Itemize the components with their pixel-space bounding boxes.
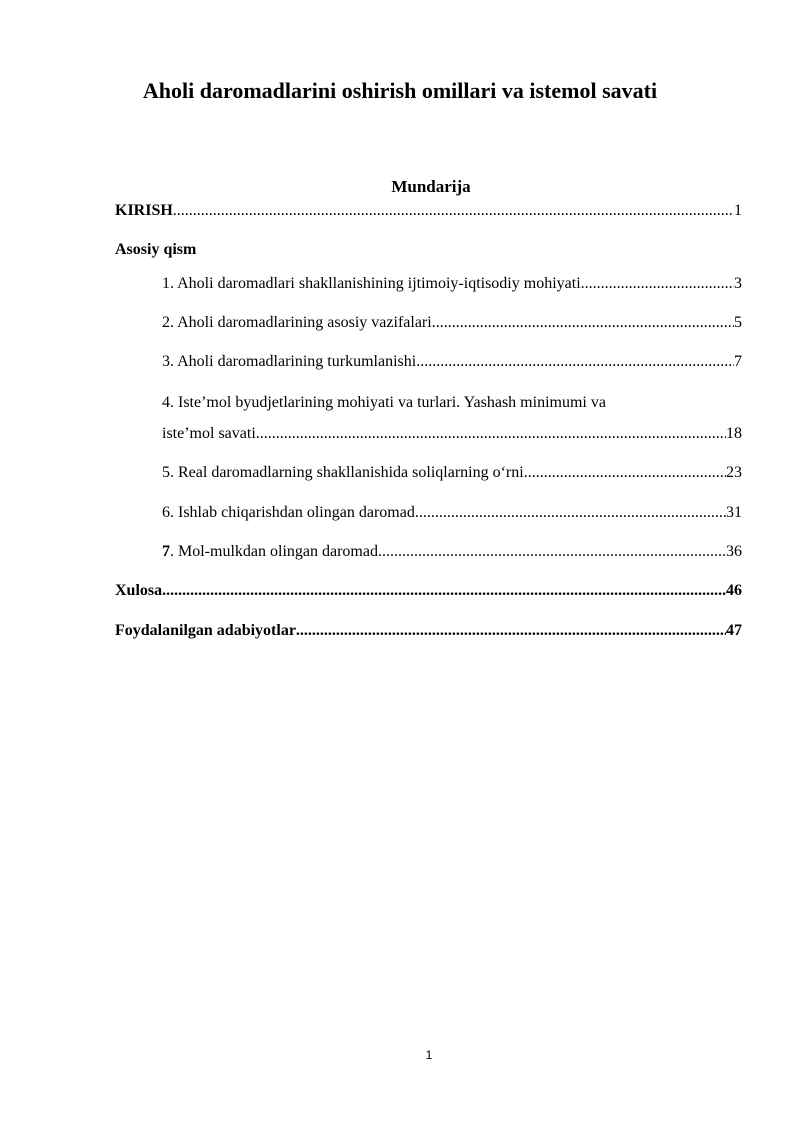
toc-leader-dots: [173, 201, 734, 221]
page-number: 1: [425, 1048, 433, 1062]
toc-entry-page: 31: [726, 504, 742, 521]
toc-leader-dots: [256, 424, 726, 444]
toc-entry-page: 7: [734, 353, 742, 370]
toc-entry-page: 18: [726, 425, 742, 442]
document-title: Aholi daromadlarini oshirish omillari va istemol savati: [142, 78, 658, 103]
toc-entry-label: Foydalanilgan adabiyotlar: [115, 622, 296, 639]
toc-entry-label: 6. Ishlab chiqarishdan olingan daromad: [162, 504, 415, 521]
toc-entry-label: 3. Aholi daromadlarining turkumlanishi: [162, 353, 417, 370]
toc-entry-label: Xulosa: [115, 582, 163, 599]
toc-leader-dots: [432, 313, 734, 333]
toc-entry-label: 2. Aholi daromadlarining asosiy vazifalari: [162, 314, 432, 331]
toc-leader-dots: [378, 542, 726, 562]
toc-heading: Mundarija: [391, 177, 471, 196]
toc-entry-number: 7: [162, 543, 170, 560]
toc-leader-dots: [162, 581, 726, 601]
toc-leader-dots: [296, 621, 726, 641]
toc-leader-dots: [415, 503, 726, 523]
toc-entry-page: 5: [734, 314, 742, 331]
toc-entry-3[interactable]: [162, 352, 742, 372]
toc-entry-label: 5. Real daromadlarning shakllanishida soliqlarning o‘rni: [162, 464, 524, 481]
toc-entry-text: . Mol-mulkdan olingan daromad: [170, 543, 378, 560]
toc-entry-page: 36: [726, 543, 742, 560]
toc-entry-4-line1[interactable]: 4. Iste’mol byudjetlarining mohiyati va turlari. Yashash minimumi va: [162, 394, 606, 411]
toc-entry-1[interactable]: [162, 274, 742, 294]
toc-leader-dots: [581, 274, 734, 294]
toc-leader-dots: [524, 463, 726, 483]
toc-entry-page: 46: [726, 582, 742, 599]
toc-entry-2[interactable]: [162, 313, 742, 333]
toc-entry-5[interactable]: [162, 463, 742, 483]
toc-entry-conclusion[interactable]: [115, 581, 742, 601]
toc-entry-7[interactable]: [162, 542, 742, 562]
toc-entry-label: 1. Aholi daromadlari shakllanishining ijtimoiy-iqtisodiy mohiyati: [162, 275, 581, 292]
section-heading: Asosiy qism: [115, 241, 197, 258]
toc-entry-6[interactable]: [162, 503, 742, 523]
toc-entry-page: 23: [726, 464, 742, 481]
toc-entry-page: 3: [734, 275, 742, 292]
toc-entry-references[interactable]: [115, 621, 742, 641]
toc-entry-label: [162, 542, 378, 562]
toc-entry-page: 1: [734, 202, 742, 219]
toc-leader-dots: [416, 352, 734, 372]
toc-entry-page: 47: [726, 622, 742, 639]
toc-entry-label: iste’mol savati: [162, 425, 256, 442]
toc-entry-intro[interactable]: [115, 201, 742, 221]
toc-entry-4[interactable]: [162, 424, 742, 444]
toc-entry-label: KIRISH: [115, 202, 173, 219]
